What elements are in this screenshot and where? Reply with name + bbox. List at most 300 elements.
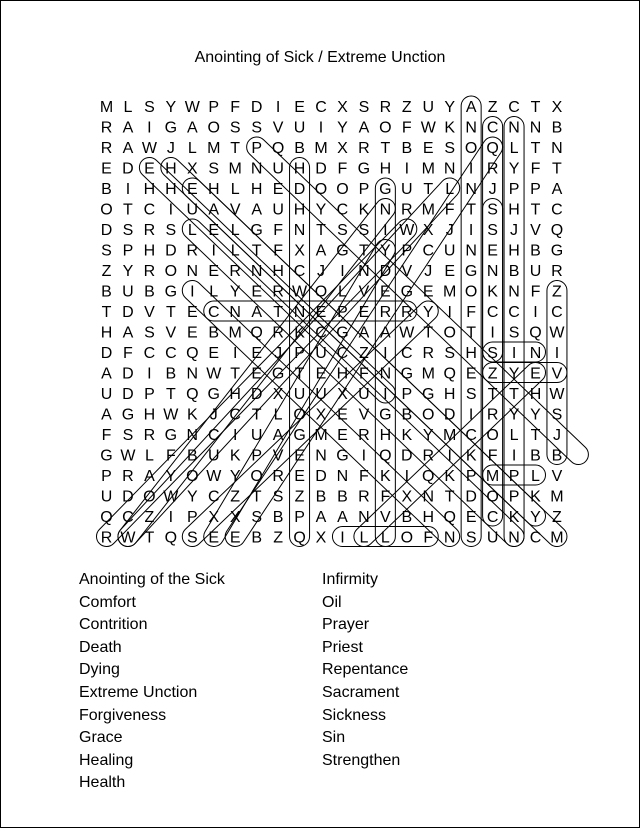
grid-letter: U <box>207 447 220 465</box>
grid-letters <box>100 99 566 547</box>
grid-letter: O <box>422 406 435 424</box>
grid-letter: Q <box>164 529 178 547</box>
grid-letter: E <box>465 509 477 526</box>
grid-letter: S <box>229 119 241 137</box>
grid-letter: X <box>315 406 327 424</box>
grid-letter: W <box>206 365 222 383</box>
grid-letter: B <box>508 263 520 280</box>
grid-letter: A <box>315 242 327 260</box>
grid-letter: N <box>508 529 520 547</box>
grid-letter: R <box>100 119 113 137</box>
grid-letter: R <box>100 529 113 547</box>
grid-letter: I <box>468 222 474 239</box>
grid-letter: R <box>143 427 156 444</box>
grid-drawing <box>1 1 639 561</box>
grid-letter: Q <box>271 140 285 157</box>
grid-letter: V <box>530 222 541 239</box>
grid-letter: E <box>208 263 220 280</box>
grid-letter: N <box>422 488 435 506</box>
grid-letter: C <box>207 304 220 321</box>
grid-letter: S <box>122 222 134 239</box>
grid-letter: T <box>380 140 391 157</box>
grid-letter: I <box>147 119 152 137</box>
grid-letter: A <box>186 119 198 137</box>
grid-letter: U <box>250 427 263 444</box>
grid-letter: Q <box>443 365 456 383</box>
grid-letter: U <box>272 160 284 178</box>
grid-letter: N <box>486 263 499 280</box>
grid-letter: D <box>443 406 456 424</box>
grid-letter: F <box>359 468 369 485</box>
grid-letter: A <box>358 324 370 342</box>
grid-letter: R <box>401 304 413 321</box>
grid-letter: C <box>207 488 220 506</box>
grid-letter: F <box>401 119 412 137</box>
grid-letter: N <box>250 160 263 178</box>
grid-letter: H <box>465 345 477 362</box>
grid-letter: I <box>168 201 174 219</box>
grid-letter: A <box>251 304 262 321</box>
grid-letter: P <box>208 99 220 116</box>
word-item: Prayer <box>322 616 370 634</box>
grid-letter: B <box>251 529 262 547</box>
grid-letter: B <box>530 242 541 260</box>
grid-letter: K <box>358 201 370 219</box>
grid-letter: T <box>466 324 477 342</box>
grid-letter: A <box>337 509 348 526</box>
grid-letter: O <box>143 488 156 506</box>
grid-letter: K <box>508 509 520 526</box>
grid-letter: N <box>379 365 392 383</box>
grid-letter: T <box>123 201 133 219</box>
grid-letter: S <box>251 509 262 526</box>
grid-letter: T <box>530 140 541 157</box>
grid-letter: U <box>122 283 134 301</box>
grid-letter: D <box>122 365 134 383</box>
grid-letter: A <box>144 468 155 485</box>
grid-letter: Y <box>508 365 520 383</box>
grid-letter: E <box>444 263 456 280</box>
grid-letter: X <box>401 488 413 506</box>
grid-letter: I <box>318 119 324 137</box>
grid-letter: K <box>444 119 456 137</box>
grid-letter: I <box>168 509 174 526</box>
grid-letter: U <box>422 99 435 116</box>
grid-letter: K <box>380 468 391 485</box>
grid-letter: R <box>272 283 284 301</box>
grid-letter: M <box>99 99 114 116</box>
grid-letter: J <box>209 406 218 424</box>
grid-letter: C <box>486 119 499 137</box>
grid-letter: T <box>251 488 262 506</box>
grid-letter: C <box>336 345 349 362</box>
grid-letter: C <box>143 201 156 219</box>
grid-letter: U <box>443 242 456 260</box>
grid-letter: Z <box>401 99 412 116</box>
grid-letter: E <box>101 160 112 178</box>
grid-letter: B <box>401 406 413 424</box>
grid-letter: E <box>186 181 198 198</box>
grid-letter: S <box>444 140 456 157</box>
grid-letter: U <box>486 529 499 547</box>
grid-letter: U <box>100 488 113 506</box>
grid-letter: R <box>143 263 156 280</box>
grid-letter: O <box>336 181 349 198</box>
grid-letter: U <box>315 345 327 362</box>
grid-letter: S <box>251 119 262 137</box>
grid-letter: I <box>447 304 452 321</box>
grid-letter: C <box>508 99 520 116</box>
grid-letter: M <box>421 201 435 219</box>
grid-letter: N <box>529 345 542 362</box>
grid-letter: L <box>273 406 283 424</box>
grid-letter: U <box>293 119 306 137</box>
grid-letter: G <box>207 386 220 403</box>
grid-letter: X <box>337 140 348 157</box>
grid-letter: I <box>232 345 238 362</box>
grid-letter: H <box>143 181 156 198</box>
grid-letter: P <box>508 181 520 198</box>
grid-letter: F <box>101 427 112 444</box>
grid-letter: V <box>165 324 177 342</box>
grid-letter: I <box>554 345 560 362</box>
grid-letter: D <box>379 263 392 280</box>
grid-letter: H <box>165 181 177 198</box>
grid-letter: T <box>509 386 519 403</box>
grid-letter: L <box>230 242 240 260</box>
grid-letter: G <box>271 365 285 383</box>
grid-letter: K <box>487 283 498 301</box>
grid-letter: V <box>358 406 370 424</box>
grid-letter: U <box>358 386 370 403</box>
grid-letter: P <box>251 140 262 157</box>
grid-letter: Y <box>337 119 348 137</box>
grid-letter: T <box>530 99 541 116</box>
word-search-grid <box>1 1 639 561</box>
grid-letter: T <box>530 201 541 219</box>
grid-letter: Q <box>379 447 392 465</box>
grid-letter: D <box>315 468 327 485</box>
grid-letter: G <box>164 283 178 301</box>
grid-letter: P <box>358 181 370 198</box>
grid-letter: Q <box>186 345 199 362</box>
grid-letter: T <box>165 304 176 321</box>
grid-letter: S <box>144 324 155 342</box>
grid-letter: N <box>250 263 263 280</box>
grid-letter: N <box>336 468 349 485</box>
grid-letter: I <box>340 263 345 280</box>
grid-letter: E <box>380 283 391 301</box>
grid-letter: F <box>466 304 477 321</box>
grid-letter: G <box>164 427 178 444</box>
grid-letter: E <box>422 140 434 157</box>
grid-letter: J <box>552 427 561 444</box>
grid-letter: Y <box>229 283 241 301</box>
grid-letter: P <box>144 386 155 403</box>
grid-letter: C <box>508 304 520 321</box>
grid-letter: D <box>165 242 177 260</box>
grid-letter: C <box>293 263 306 280</box>
grid-letter: N <box>229 304 241 321</box>
grid-letter: Z <box>487 99 498 116</box>
grid-letter: P <box>530 181 541 198</box>
grid-letter: J <box>445 222 454 239</box>
grid-letter: Y <box>444 99 456 116</box>
grid-letter: I <box>383 345 388 362</box>
grid-letter: O <box>186 468 199 485</box>
grid-letter: N <box>508 283 520 301</box>
grid-letter: Y <box>508 406 520 424</box>
grid-letter: M <box>550 529 564 547</box>
grid-letter: B <box>551 447 563 465</box>
grid-letter: R <box>379 99 392 116</box>
grid-letter: C <box>551 201 563 219</box>
grid-letter: X <box>315 529 327 547</box>
grid-letter: R <box>358 140 370 157</box>
grid-letter: F <box>487 447 498 465</box>
grid-letter: S <box>208 160 220 178</box>
grid-letter: W <box>549 324 565 342</box>
grid-letter: G <box>379 181 392 198</box>
grid-letter: C <box>529 529 542 547</box>
grid-letter: V <box>144 304 155 321</box>
word-item: Sin <box>322 729 346 747</box>
grid-letter: E <box>208 222 220 239</box>
grid-letter: B <box>337 488 348 506</box>
grid-letter: Y <box>186 488 198 506</box>
grid-letter: I <box>125 181 131 198</box>
grid-letter: P <box>465 468 477 485</box>
grid-letter: F <box>444 201 455 219</box>
grid-letter: Y <box>122 263 134 280</box>
grid-letter: Q <box>486 140 499 157</box>
grid-letter: X <box>422 222 434 239</box>
grid-letter: K <box>229 447 241 465</box>
grid-letter: O <box>486 427 499 444</box>
grid-letter: N <box>529 119 542 137</box>
word-item: Grace <box>79 729 123 747</box>
grid-letter: A <box>380 324 391 342</box>
grid-letter: A <box>358 119 370 137</box>
grid-letter: E <box>186 324 198 342</box>
grid-letter: E <box>465 365 477 383</box>
grid-letter: Y <box>530 509 541 526</box>
grid-letter: B <box>315 488 327 506</box>
grid-letter: L <box>531 468 540 485</box>
grid-letter: O <box>379 119 392 137</box>
grid-letter: I <box>190 283 195 301</box>
grid-letter: O <box>100 201 113 219</box>
grid-letter: V <box>551 365 563 383</box>
grid-letter: C <box>315 324 327 342</box>
grid-letter: T <box>530 427 541 444</box>
grid-letter: P <box>294 509 305 526</box>
grid-letter: E <box>294 99 305 116</box>
grid-letter: W <box>549 386 565 403</box>
grid-letter: U <box>272 201 284 219</box>
grid-letter: L <box>359 529 369 547</box>
grid-letter: R <box>379 304 392 321</box>
grid-letter: E <box>208 345 220 362</box>
grid-letter: U <box>529 263 542 280</box>
grid-letter: R <box>551 263 563 280</box>
grid-letter: E <box>229 529 241 547</box>
grid-letter: I <box>211 242 216 260</box>
grid-letter: P <box>251 447 262 465</box>
grid-letter: T <box>144 529 155 547</box>
grid-letter: X <box>272 386 284 403</box>
grid-letter: I <box>511 345 517 362</box>
grid-letter: S <box>551 406 563 424</box>
grid-letter: R <box>122 468 134 485</box>
grid-letter: T <box>230 365 241 383</box>
grid-letter: N <box>315 447 327 465</box>
grid-letter: R <box>486 406 499 424</box>
grid-letter: F <box>530 283 541 301</box>
grid-letter: J <box>166 140 175 157</box>
grid-letter: L <box>187 140 197 157</box>
grid-letter: C <box>165 345 177 362</box>
grid-letter: F <box>230 99 241 116</box>
grid-letter: R <box>422 447 435 465</box>
grid-letter: D <box>465 488 477 506</box>
grid-letter: X <box>551 99 563 116</box>
grid-letter: I <box>404 468 410 485</box>
grid-letter: Z <box>552 283 562 301</box>
word-item: Strengthen <box>322 751 401 769</box>
grid-letter: E <box>294 468 305 485</box>
grid-letter: M <box>228 324 242 342</box>
word-item: Comfort <box>79 593 136 611</box>
grid-letter: Z <box>294 488 305 506</box>
grid-letter: P <box>101 468 112 485</box>
grid-letter: S <box>487 345 498 362</box>
grid-letter: C <box>315 99 327 116</box>
grid-letter: E <box>186 304 198 321</box>
grid-letter: X <box>186 160 198 178</box>
grid-letter: O <box>443 324 456 342</box>
grid-letter: H <box>508 201 520 219</box>
grid-letter: S <box>487 222 498 239</box>
grid-letter: C <box>465 427 477 444</box>
grid-letter: T <box>423 181 434 198</box>
grid-letter: N <box>443 529 456 547</box>
grid-letter: L <box>187 222 197 239</box>
grid-letter: G <box>464 263 478 280</box>
grid-letter: W <box>163 406 179 424</box>
grid-letter: F <box>380 488 391 506</box>
grid-letter: N <box>293 222 306 239</box>
grid-letter: G <box>336 324 349 342</box>
grid-letter: A <box>101 406 112 424</box>
grid-letter: U <box>100 386 113 403</box>
grid-letter: R <box>229 263 241 280</box>
grid-letter: O <box>207 119 220 137</box>
grid-letter: Z <box>487 365 498 383</box>
grid-letter: E <box>358 304 370 321</box>
grid-letter: J <box>274 345 283 362</box>
grid-letter: E <box>208 529 220 547</box>
grid-letter: M <box>314 427 328 444</box>
grid-letter: S <box>487 201 498 219</box>
grid-letter: C <box>229 406 241 424</box>
grid-letter: A <box>251 201 262 219</box>
grid-letter: Z <box>101 263 112 280</box>
grid-letter: Y <box>508 160 520 178</box>
grid-letter: I <box>275 99 281 116</box>
grid-letter: Y <box>422 427 434 444</box>
word-item: Healing <box>79 751 134 769</box>
grid-letter: A <box>122 119 134 137</box>
grid-letter: H <box>336 365 349 383</box>
grid-letter: U <box>293 386 306 403</box>
grid-letter: L <box>123 99 133 116</box>
grid-letter: Q <box>422 468 435 485</box>
grid-letter: B <box>165 365 177 383</box>
grid-letter: M <box>207 140 221 157</box>
grid-letter: L <box>337 283 347 301</box>
grid-letter: M <box>550 488 564 506</box>
grid-letter: L <box>230 222 240 239</box>
grid-letter: A <box>315 509 327 526</box>
grid-letter: M <box>228 160 242 178</box>
grid-letter: S <box>465 529 477 547</box>
grid-letter: L <box>144 447 154 465</box>
grid-letter: I <box>490 324 495 342</box>
grid-letter: I <box>468 160 474 178</box>
grid-letter: H <box>229 386 241 403</box>
grid-letter: E <box>487 242 498 260</box>
grid-letter: G <box>250 222 263 239</box>
grid-letter: Z <box>552 509 562 526</box>
grid-letter: L <box>509 427 519 444</box>
grid-letter: H <box>529 386 542 403</box>
grid-letter: D <box>100 222 113 239</box>
grid-letter: H <box>143 242 156 260</box>
grid-letter: N <box>508 119 520 137</box>
grid-letter: D <box>122 304 134 321</box>
grid-letter: M <box>314 140 328 157</box>
grid-letter: C <box>207 427 220 444</box>
grid-letter: Z <box>144 509 155 526</box>
grid-letter: W <box>399 222 415 239</box>
grid-letter: C <box>486 509 499 526</box>
grid-letter: J <box>317 263 325 280</box>
grid-letter: O <box>464 140 478 157</box>
grid-letter: X <box>337 99 348 116</box>
grid-letter: T <box>423 324 434 342</box>
grid-letter: T <box>273 304 283 321</box>
grid-letter: P <box>337 304 348 321</box>
grid-letter: W <box>120 529 136 547</box>
grid-letter: F <box>123 345 133 362</box>
grid-letter: R <box>272 324 284 342</box>
grid-letter: I <box>511 447 517 465</box>
grid-letter: S <box>444 345 456 362</box>
grid-letter: F <box>359 365 369 383</box>
word-item: Infirmity <box>322 571 378 588</box>
grid-letter: W <box>399 324 415 342</box>
word-item: Dying <box>79 661 120 679</box>
grid-letter: B <box>294 140 305 157</box>
grid-letter: P <box>508 468 520 485</box>
grid-letter: W <box>291 283 308 301</box>
grid-letter: O <box>400 529 414 547</box>
grid-letter: S <box>101 242 112 260</box>
grid-letter: C <box>336 201 349 219</box>
grid-letter: T <box>230 140 241 157</box>
grid-letter: G <box>422 386 435 403</box>
